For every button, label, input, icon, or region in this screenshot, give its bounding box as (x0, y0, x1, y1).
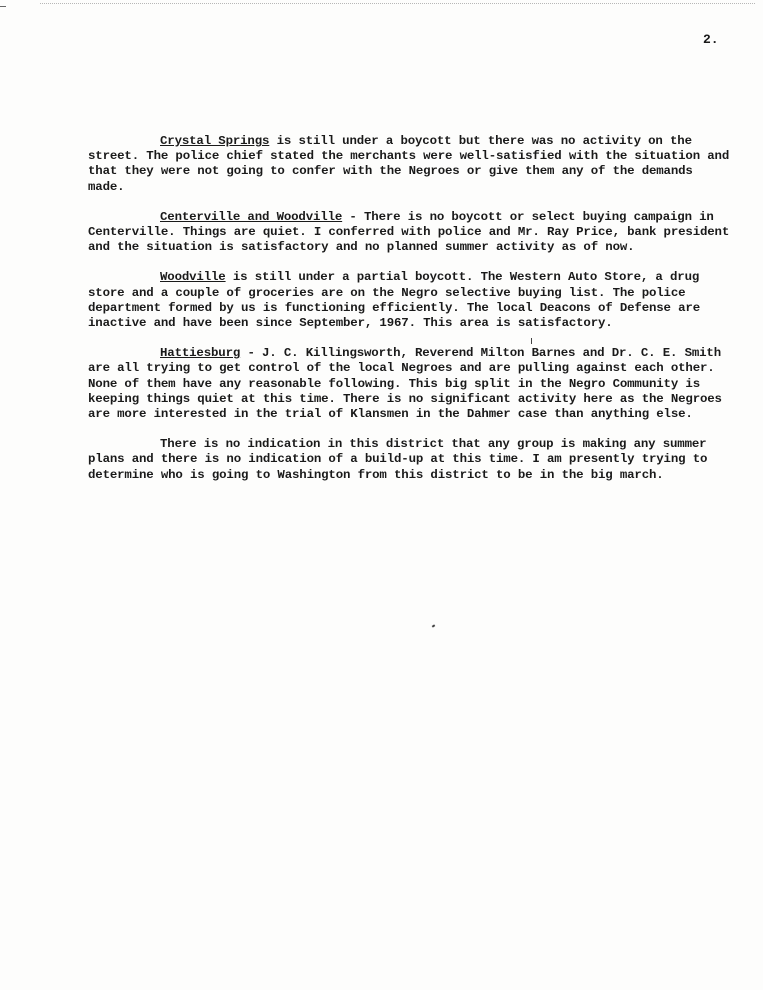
paragraph-hattiesburg (88, 346, 733, 422)
place-heading: Woodville (160, 270, 226, 285)
page-number: 2. (703, 32, 719, 47)
paragraph-summary (88, 437, 733, 483)
place-heading: Crystal Springs (160, 134, 270, 148)
paragraph-woodville (88, 270, 733, 331)
report-body (88, 134, 733, 498)
place-heading: Centerville and Woodville (160, 209, 343, 224)
paragraph-text: - There is no boycott or select buying campaign in Centerville. Things are quiet. I conferred with police and Mr. Ray Price, bank president and the situation is satisfactory and no planned summer activity as of now. (88, 209, 730, 255)
margin-mark (0, 6, 6, 7)
paragraph-text: - J. C. Killingsworth, Reverend Milton Barnes and Dr. C. E. Smith are all trying to get control of the local Negroes and are pulling against each other. None of them have any reasonable following. This big split in the Negro Community is keeping things quiet at this time. There is no significant activity here as the Negroes are more interested in the trial of Klansmen in the Dahmer case than anything else. (88, 346, 722, 422)
scan-speck (531, 338, 532, 344)
scan-speck (432, 624, 436, 627)
scan-top-edge (40, 3, 755, 6)
place-heading: Hattiesburg (160, 346, 241, 361)
paragraph-text: is still under a boycott but there was no activity on the street. The police chief stated the merchants were well-satisfied with the situation and that they were not going to confer with the Negroes or give them any of the demands made. (88, 134, 730, 194)
paragraph-text: is still under a partial boycott. The Western Auto Store, a drug store and a couple of groceries are on the Negro selective buying list. The police department formed by us is functioning efficiently. The local Deacons of Defense are inactive and have been since September, 1967. This area is satisfactory. (88, 270, 700, 331)
paragraph-text: There is no indication in this district that any group is making any summer plans and there is no indication of a build-up at this time. I am presently trying to determine who is going to Washington from this district to be in the big march. (88, 437, 708, 482)
paragraph-centerville-woodville (88, 210, 733, 256)
paragraph-crystal-springs (88, 134, 733, 195)
